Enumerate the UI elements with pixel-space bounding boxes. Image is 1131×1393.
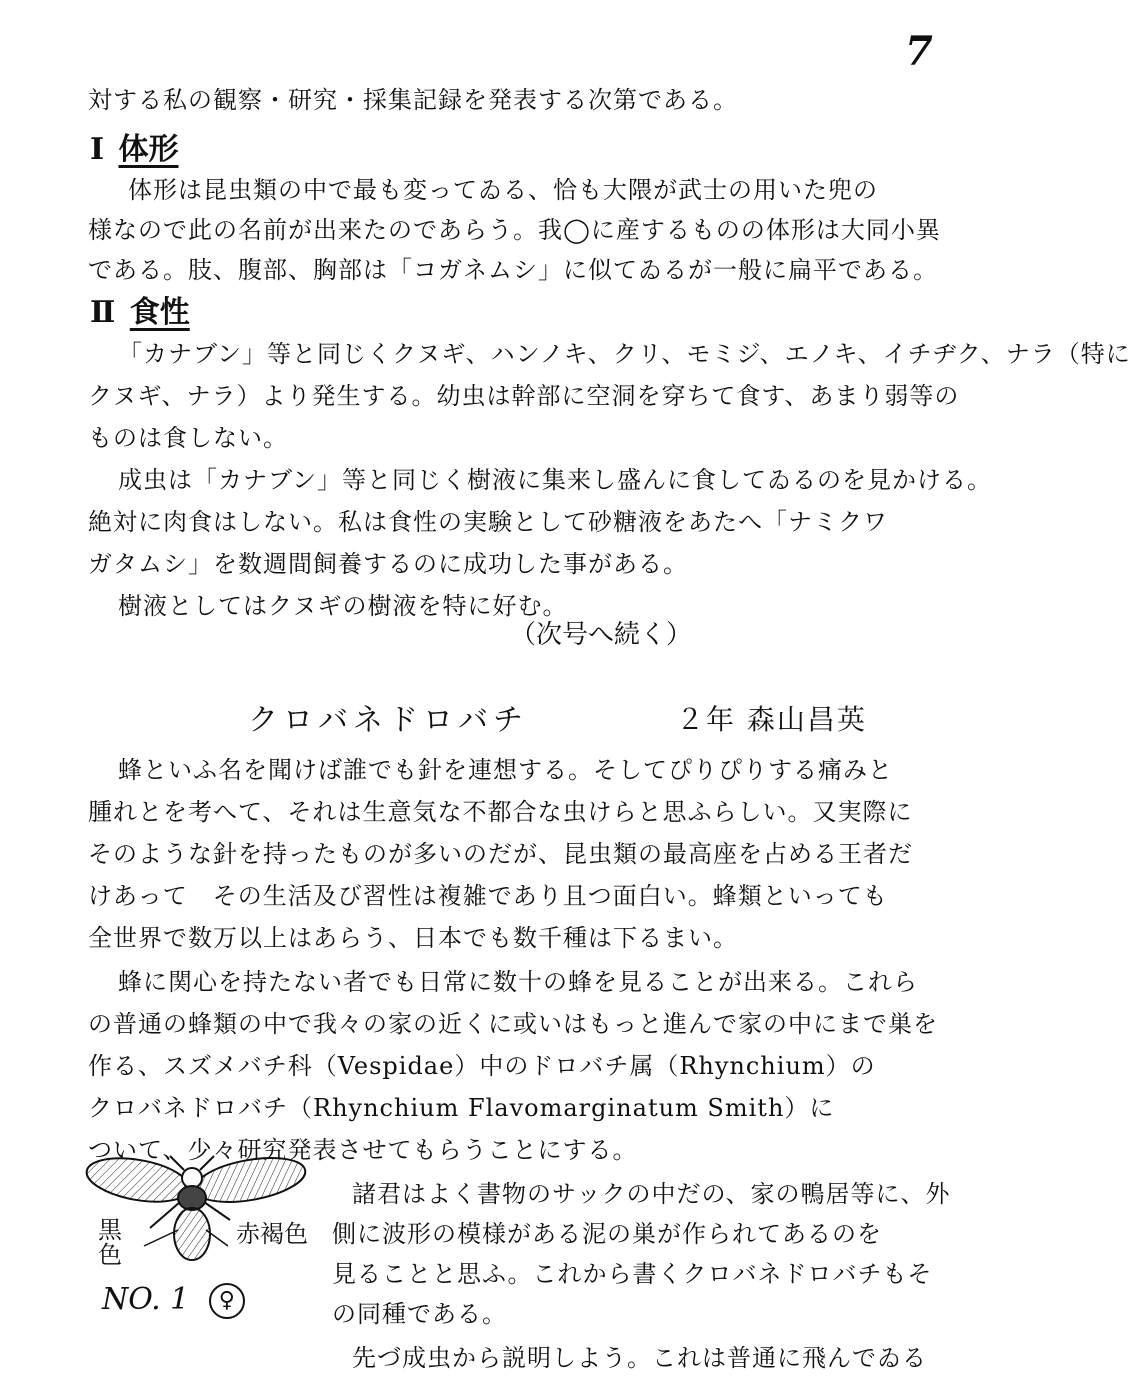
right-wing xyxy=(191,1151,308,1210)
section-heading-diet xyxy=(90,295,190,330)
text-line: 諸君はよく書物のサックの中だの、家の鴨居等に、外 xyxy=(352,1180,951,1208)
section-number: Ⅱ xyxy=(90,295,116,330)
text-line: 絶対に肉食はしない。私は食性の実験として砂糖液をあたへ「ナミクワ xyxy=(88,508,888,536)
text-line: 全世界で数万以上はあらう、日本でも数千種は下るまい。 xyxy=(88,924,738,952)
text-line: 見ることと思ふ。これから書くクロバネドロバチもそ xyxy=(332,1260,933,1288)
text-line: 成虫は「カナブン」等と同じく樹液に集来し盛んに食してゐるのを見かける。 xyxy=(118,466,993,494)
section-heading-body-shape xyxy=(90,132,179,167)
wasp-thorax xyxy=(178,1186,206,1210)
text-line: の普通の蜂類の中で我々の家の近くに或いはもっと進んで家の中にまで巣を xyxy=(88,1010,938,1038)
text-line: 体形は昆虫類の中で最も変ってゐる、恰も大隈が武士の用いた兜の xyxy=(128,176,878,204)
text-line: の同種である。 xyxy=(332,1300,507,1328)
article-title: クロバネドロバチ xyxy=(248,703,528,738)
text-line: クヌギ、ナラ）より発生する。幼虫は幹部に空洞を穿ちて食す、あまり弱等の xyxy=(88,382,960,410)
text-line: 「カナブン」等と同じくクヌギ、ハンノキ、クリ、モミジ、エノキ、イチヂク、ナラ（特に xyxy=(118,340,1131,368)
text-line: 樹液としてはクヌギの樹液を特に好む。 xyxy=(118,592,568,620)
section-title: 体形 xyxy=(118,132,179,167)
label-red-brown: 赤褐色 xyxy=(236,1220,308,1248)
specimen-label xyxy=(102,1282,245,1319)
article-author: ２年 森山昌英 xyxy=(676,703,867,736)
text-line: ものは食しない。 xyxy=(88,424,288,452)
text-line: 蜂といふ名を聞けば誰でも針を連想する。そしてぴりぴりする痛みと xyxy=(118,756,893,784)
text-line: 腫れとを考へて、それは生意気な不都合な虫けらと思ふらしい。又実際に xyxy=(88,798,913,826)
text-line: 作る、スズメバチ科（Vespidae）中のドロバチ属（Rhynchium）の xyxy=(88,1052,876,1080)
wasp-abdomen xyxy=(174,1208,210,1260)
text-line: ついて、少々研究発表させてもらうことにする。 xyxy=(88,1136,638,1164)
text-line: 先づ成虫から説明しよう。これは普通に飛んでゐる xyxy=(352,1344,927,1372)
text-line: 側に波形の模様がある泥の巣が作られてあるのを xyxy=(332,1220,882,1248)
text-line: ガタムシ」を数週間飼養するのに成功した事がある。 xyxy=(88,550,688,578)
section-number: Ⅰ xyxy=(90,132,105,167)
left-wing xyxy=(83,1151,192,1208)
text-line: そのような針を持ったものが多いのだが、昆虫類の最高座を占める王者だ xyxy=(88,840,913,868)
text-line: 様なので此の名前が出来たのであらう。我◯に産するものの体形は大同小異 xyxy=(88,216,941,244)
text-line: 蜂に関心を持たない者でも日常に数十の蜂を見ることが出来る。これら xyxy=(118,968,918,996)
page-number: 7 xyxy=(905,28,933,75)
female-symbol-icon: ♀ xyxy=(209,1283,245,1319)
text-line: である。肢、腹部、胸部は「コガネムシ」に似てゐるが一般に扁平である。 xyxy=(88,256,938,284)
continued-note: （次号へ続く） xyxy=(510,620,693,650)
section-title: 食性 xyxy=(129,295,190,330)
specimen-number: NO. 1 xyxy=(102,1282,190,1317)
text-line: けあって その生活及び習性は複雑であり且つ面白い。蜂類といっても xyxy=(88,882,888,910)
intro-line: 対する私の観察・研究・採集記録を発表する次第である。 xyxy=(88,86,738,114)
text-line: クロバネドロバチ（Rhynchium Flavomarginatum Smith）に xyxy=(88,1094,835,1122)
label-black: 黒色 xyxy=(98,1216,122,1270)
